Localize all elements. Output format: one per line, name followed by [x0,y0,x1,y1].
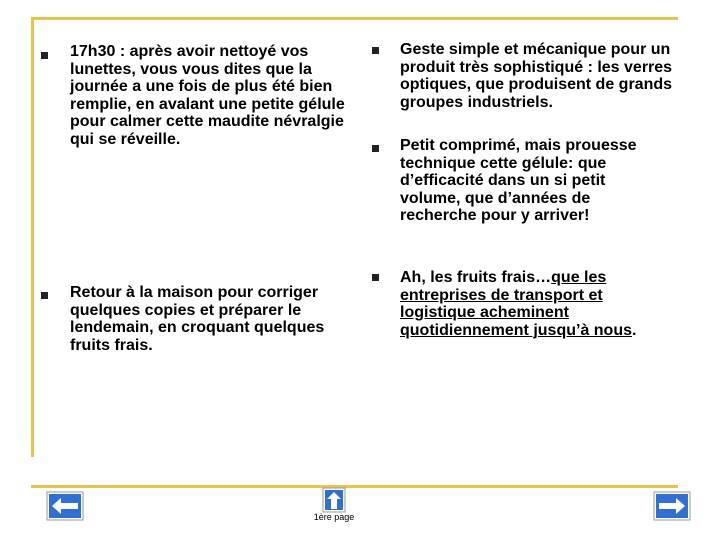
bullet-icon [41,52,48,59]
frame-bottom-line [31,485,678,488]
previous-button[interactable] [46,491,84,521]
next-button[interactable] [653,491,691,521]
bullet-icon [372,274,379,281]
right-item-1-text: Geste simple et mécanique pour un produit très sophistiqué : les verres optiques, que produisent de grands groupes industriels. [400,41,673,111]
left-item-1-text: 17h30 : après avoir nettoyé vos lunettes, vous vous dites que la journée a une fois de plus été bien remplie, en avalant une petite gélule pour calmer cette maudite névralgie qui se réveille. [70,43,345,148]
left-arrow-icon [46,491,84,521]
right-arrow-icon [653,491,691,521]
home-label[interactable]: 1ère page [313,512,355,522]
right-item-3-suffix: . [632,321,637,339]
frame-top-line [31,17,678,20]
logistics-link[interactable]: que les entreprises de transport et logistique acheminent quotidiennement jusqu’à nous [400,269,632,339]
home-button[interactable] [322,487,346,513]
right-item-3-text [400,269,680,339]
up-arrow-icon [322,487,346,513]
right-item-2-text: Petit comprimé, mais prouesse technique cette gélule: que d’efficacité dans un si petit volume, que d’années de recherche pour y arriver! [400,137,637,224]
frame-left-line [31,17,34,457]
bullet-icon [372,145,379,152]
bullet-icon [372,47,379,54]
right-item-3-prefix: Ah, les fruits frais… [400,269,552,286]
left-item-2-text: Retour à la maison pour corriger quelques copies et préparer le lendemain, en croquant quelques fruits frais. [70,284,325,354]
bullet-icon [41,292,48,299]
